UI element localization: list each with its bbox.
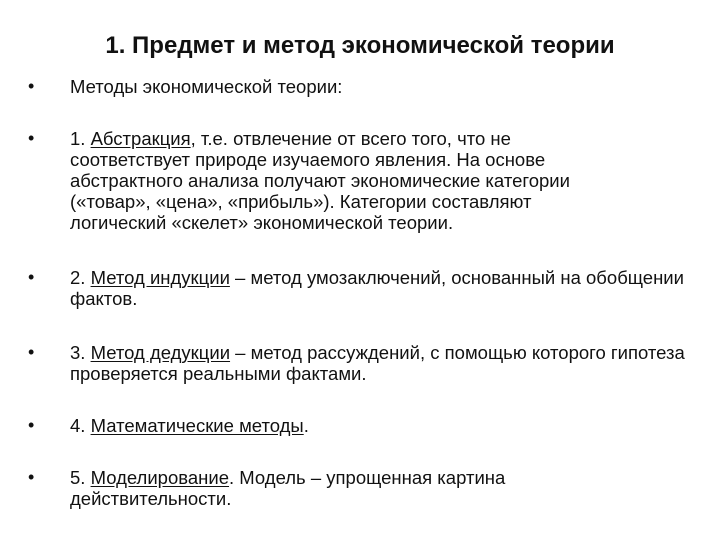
list-item <box>28 415 688 436</box>
item-number: 5. <box>70 467 91 488</box>
item-term: Моделирование <box>90 467 230 488</box>
item-text <box>70 342 688 384</box>
item-description: , т.е. отвлечение от всего того, что не соответствует природе изучаемого явления. На основе абстрактного анализа получают экономические категории («товар», «цена», «прибыль»). Категории составляют логический «скелет» экономической теории. <box>70 128 570 233</box>
bullet-icon: • <box>28 342 35 362</box>
bullet-icon: • <box>28 76 35 96</box>
item-plain-text: Методы экономической теории: <box>70 76 343 97</box>
item-text <box>70 76 688 97</box>
item-description: . Модель – упрощенная картина действительности. <box>70 467 506 509</box>
item-number: 4. <box>70 415 91 436</box>
item-description: . <box>303 415 309 436</box>
item-number: 1. <box>70 128 91 149</box>
item-description: – метод рассуждений, с помощью которого гипотеза проверяется реальными фактами. <box>70 342 685 384</box>
item-number: 2. <box>70 267 91 288</box>
item-term: Метод дедукции <box>90 342 231 363</box>
item-text <box>70 128 608 233</box>
item-term: Метод индукции <box>90 267 230 288</box>
list-item <box>28 342 688 384</box>
list-item <box>28 267 688 309</box>
slide-title: 1. Предмет и метод экономической теории <box>105 32 615 59</box>
list-item <box>28 467 588 509</box>
list-item <box>28 128 608 233</box>
bullet-icon: • <box>28 467 35 487</box>
item-text <box>70 467 588 509</box>
bullet-icon: • <box>28 267 35 287</box>
item-number: 3. <box>70 342 91 363</box>
item-description: – метод умозаключений, основанный на обобщении фактов. <box>70 267 684 309</box>
bullet-icon: • <box>28 128 35 148</box>
bullet-icon: • <box>28 415 35 435</box>
item-term: Абстракция <box>90 128 191 149</box>
item-term: Математические методы <box>90 415 304 436</box>
list-item <box>28 76 688 97</box>
item-text <box>70 415 688 436</box>
item-text <box>70 267 688 309</box>
